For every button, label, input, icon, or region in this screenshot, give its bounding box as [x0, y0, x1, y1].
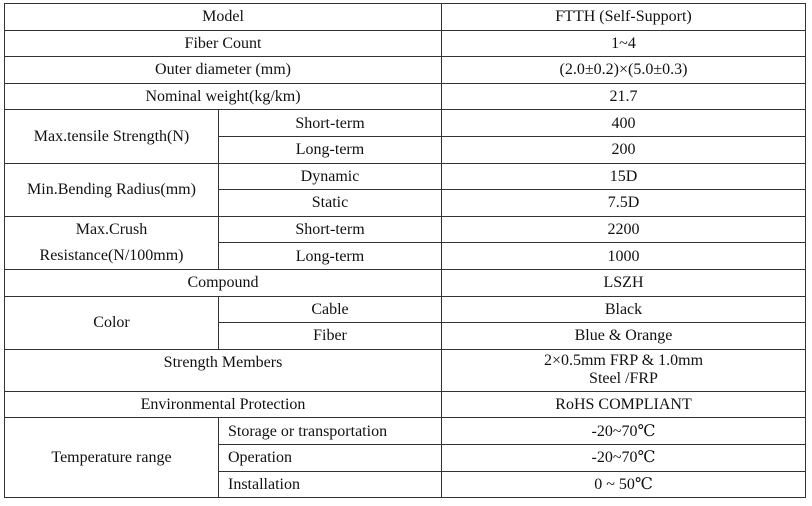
sub-label: Storage or transportation: [219, 418, 442, 445]
spec-table: [4, 3, 806, 498]
table-row: [5, 110, 806, 137]
row-label-model: Model: [5, 4, 442, 31]
table-row: [5, 418, 806, 445]
sub-label: Static: [219, 190, 442, 217]
table-row: [5, 349, 806, 391]
row-label-tensile: Max.tensile Strength(N): [5, 110, 219, 163]
table-row: [5, 30, 806, 57]
row-label-compound: Compound: [5, 269, 442, 296]
row-value: 2200: [442, 216, 806, 243]
strength-value-line1: 2×0.5mm FRP & 1.0mm: [543, 352, 704, 370]
sub-label: Fiber: [219, 323, 442, 350]
row-value: 0 ~ 50℃: [442, 471, 806, 498]
row-value-compound: LSZH: [442, 269, 806, 296]
strength-value-line2: Steel /FRP: [589, 370, 658, 388]
row-value: 7.5D: [442, 190, 806, 217]
row-value-environmental: RoHS COMPLIANT: [442, 391, 806, 418]
row-value-nominal-weight: 21.7: [442, 83, 806, 110]
row-label-fiber-count: Fiber Count: [5, 30, 442, 57]
row-label-strength-members: Strength Members: [5, 349, 442, 391]
table-row: [5, 269, 806, 296]
table-row: [5, 163, 806, 190]
table-row: [5, 296, 806, 323]
sub-label: Cable: [219, 296, 442, 323]
row-label-crush: [5, 216, 219, 269]
row-value: -20~70℃: [442, 418, 806, 445]
sub-label: Short-term: [219, 216, 442, 243]
table-row: [5, 391, 806, 418]
table-row: [5, 57, 806, 84]
table-row: [5, 216, 806, 243]
sub-label: Long-term: [219, 136, 442, 163]
row-value-outer-diameter: (2.0±0.2)×(5.0±0.3): [442, 57, 806, 84]
row-value-model: FTTH (Self-Support): [442, 4, 806, 31]
sub-label: Long-term: [219, 243, 442, 270]
sub-label: Dynamic: [219, 163, 442, 190]
row-value: Black: [442, 296, 806, 323]
row-label-nominal-weight: Nominal weight(kg/km): [5, 83, 442, 110]
row-value-fiber-count: 1~4: [442, 30, 806, 57]
row-label-bending: Min.Bending Radius(mm): [5, 163, 219, 216]
row-value: Blue & Orange: [442, 323, 806, 350]
row-label-environmental: Environmental Protection: [5, 391, 442, 418]
row-value: 1000: [442, 243, 806, 270]
row-value: 200: [442, 136, 806, 163]
row-value: 15D: [442, 163, 806, 190]
sub-label: Installation: [219, 471, 442, 498]
row-label-outer-diameter: Outer diameter (mm): [5, 57, 442, 84]
sub-label: Operation: [219, 444, 442, 471]
crush-label-line2: Resistance(N/100mm): [39, 246, 184, 264]
row-value-strength-members: [442, 349, 806, 391]
row-label-temperature: Temperature range: [5, 418, 219, 498]
table-row: [5, 4, 806, 31]
row-label-color: Color: [5, 296, 219, 349]
sub-label: Short-term: [219, 110, 442, 137]
row-value: -20~70℃: [442, 444, 806, 471]
crush-label-line1: Max.Crush: [75, 220, 148, 238]
row-value: 400: [442, 110, 806, 137]
table-row: [5, 83, 806, 110]
